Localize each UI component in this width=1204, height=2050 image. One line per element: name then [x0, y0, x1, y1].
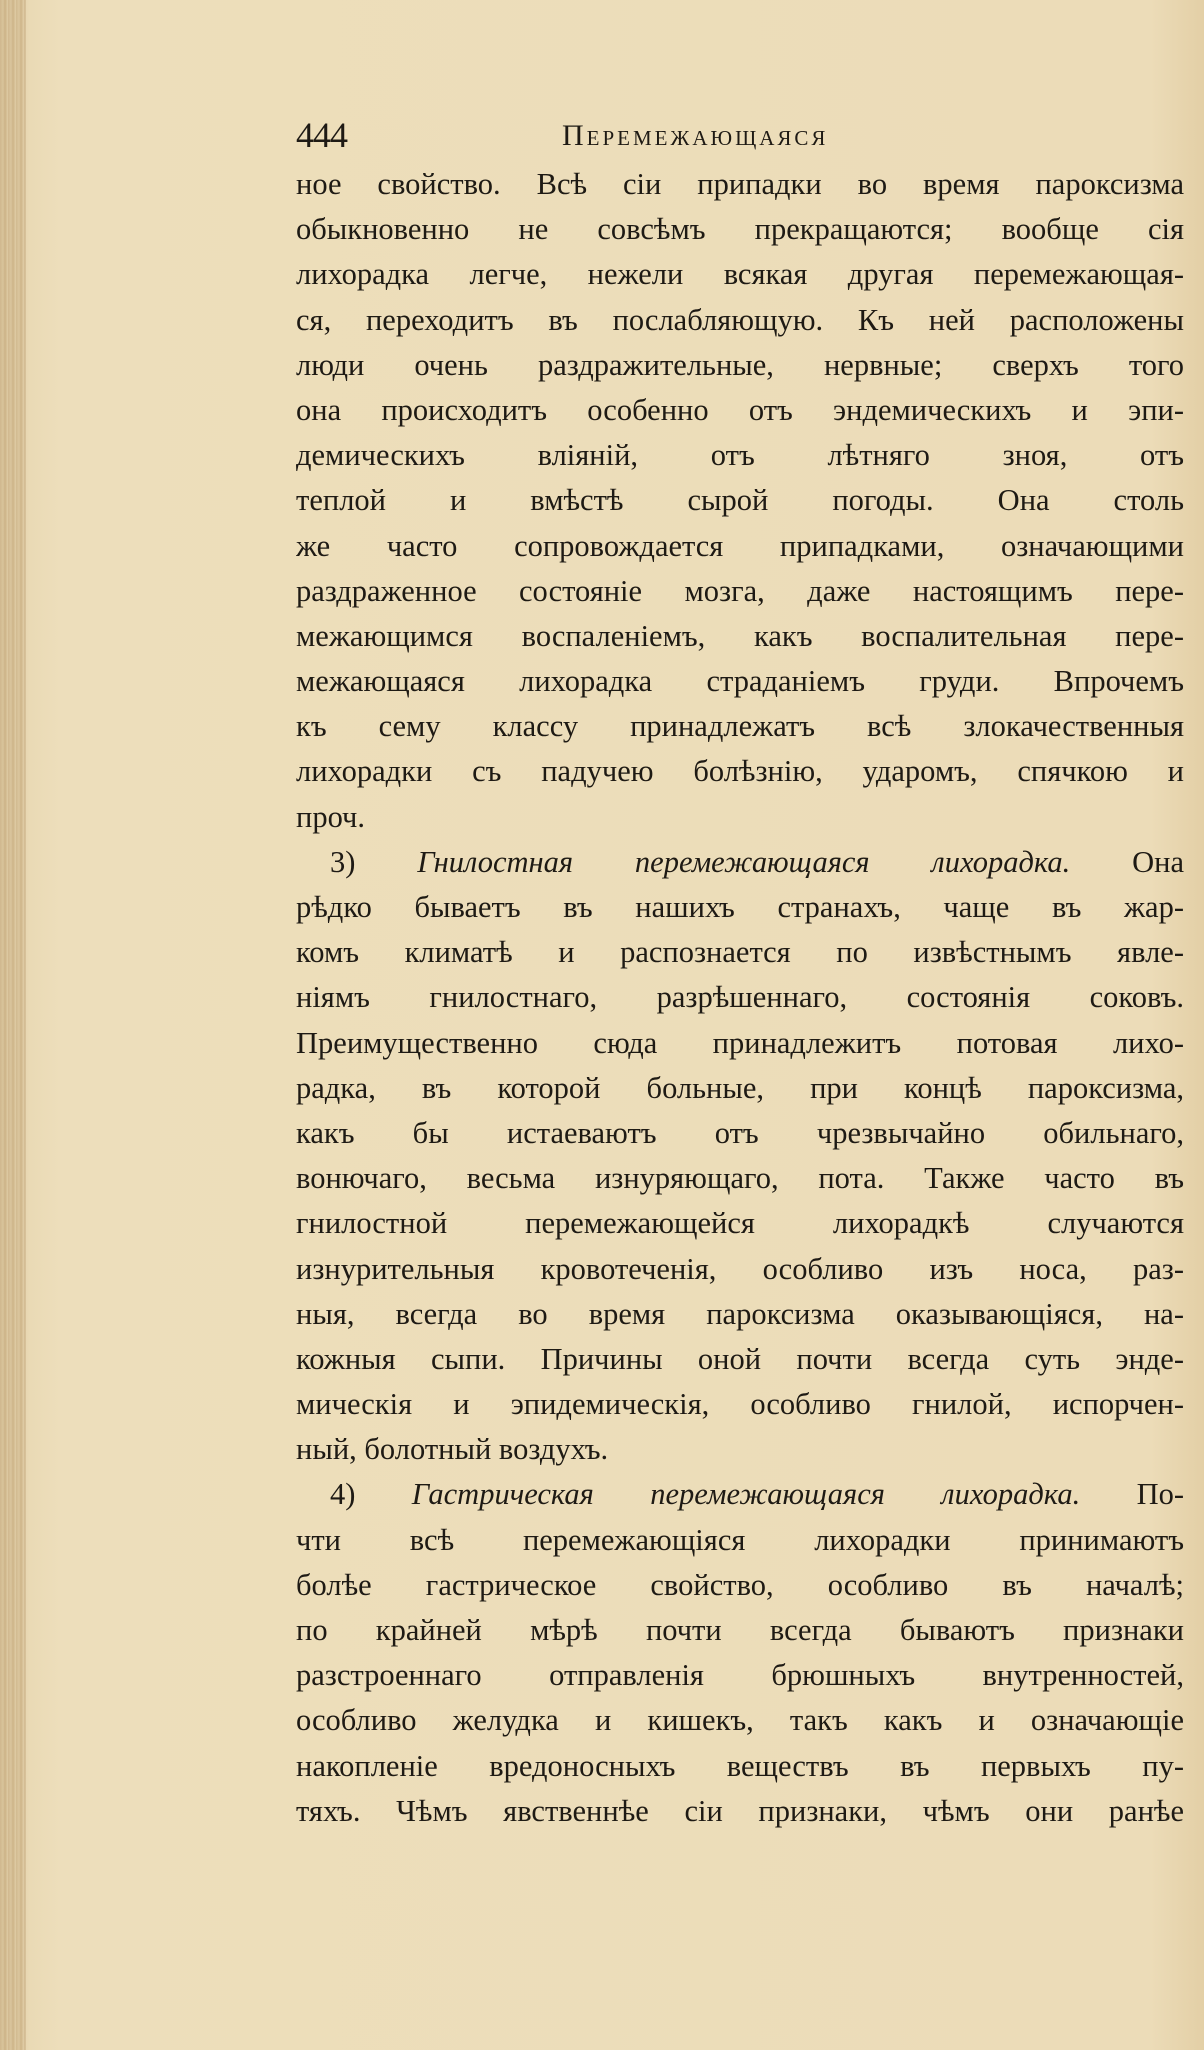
- text-line: накопленіе вредоносныхъ веществъ въ первыхъ пу-: [296, 1748, 1184, 1783]
- text-line: межающимся воспаленіемъ, какъ воспалительная пере-: [296, 618, 1184, 653]
- text-line: демическихъ вліяній, отъ лѣтняго зноя, отъ: [296, 438, 1184, 473]
- text-line: кожныя сыпи. Причины оной почти всегда суть энде-: [296, 1341, 1184, 1376]
- text-line: по крайней мѣрѣ почти всегда бываютъ признаки: [296, 1613, 1184, 1647]
- text-line: какъ бы истаеваютъ отъ чрезвычайно обильнаго,: [296, 1115, 1184, 1150]
- text-line: же часто сопровождается припадками, означающими: [296, 528, 1184, 563]
- text-line: разстроеннаго отправленія брюшныхъ внутренностей,: [296, 1658, 1184, 1693]
- text-line: ный, болотный воздухъ.: [296, 1432, 609, 1467]
- page-header: [296, 112, 1176, 158]
- text-line: къ сему классу принадлежатъ всѣ злокачественныя: [296, 709, 1184, 744]
- text-line: особливо желудка и кишекъ, такъ какъ и означающіе: [296, 1703, 1184, 1738]
- text-line: вонючаго, весьма изнуряющаго, пота. Также часто въ: [296, 1161, 1184, 1196]
- text-line: лихорадка легче, нежели всякая другая перемежающая-: [296, 257, 1184, 292]
- text-line: ніямъ гнилостнаго, разрѣшеннаго, состоянія соковъ.: [296, 980, 1184, 1015]
- section-4-title-tail: По-: [1136, 1477, 1184, 1512]
- text-line: тяхъ. Чѣмъ явственнѣе сіи признаки, чѣмъ они ранѣе: [296, 1793, 1184, 1828]
- text-line: комъ климатѣ и распознается по извѣстнымъ явле-: [296, 935, 1184, 970]
- text-line: болѣе гастрическое свойство, особливо въ началѣ;: [296, 1567, 1184, 1602]
- section-3-title: Гнилостная перемежающаяся лихорадка.: [417, 844, 1071, 879]
- section-4-number: 4): [330, 1477, 356, 1512]
- section-4-heading-line: [296, 1472, 1184, 1517]
- text-line: Преимущественно сюда принадлежитъ потовая лихо-: [296, 1025, 1184, 1060]
- text-line: ныя, всегда во время пароксизма оказывающіяся, на-: [296, 1296, 1184, 1331]
- section-3-heading-line: [296, 840, 1184, 885]
- text-line: раздраженное состояніе мозга, даже настоящимъ пере-: [296, 573, 1184, 608]
- text-line: изнурительныя кровотеченія, особливо изъ носа, раз-: [296, 1251, 1184, 1286]
- section-4-title: Гастрическая перемежающаяся лихорадка.: [411, 1477, 1081, 1512]
- text-line: ся, переходитъ въ послабляющую. Къ ней расположены: [296, 302, 1184, 337]
- text-line: радка, въ которой больные, при концѣ пароксизма,: [296, 1070, 1184, 1105]
- text-line: ное свойство. Всѣ сіи припадки во время пароксизма: [296, 167, 1184, 201]
- text-line: мическія и эпидемическія, особливо гнилой, испорчен-: [296, 1387, 1184, 1422]
- page-number: 444: [296, 115, 347, 155]
- text-line: обыкновенно не совсѣмъ прекращаются; вообще сія: [296, 212, 1184, 247]
- text-line: проч.: [296, 799, 365, 834]
- page-gutter-edge: [0, 0, 26, 2050]
- text-line: теплой и вмѣстѣ сырой погоды. Она столь: [296, 483, 1184, 518]
- text-line: лихорадки съ падучею болѣзнію, ударомъ, спячкою и: [296, 754, 1184, 789]
- text-line: рѣдко бываетъ въ нашихъ странахъ, чаще въ жар-: [296, 890, 1184, 924]
- text-line: межающаяся лихорадка страданіемъ груди. Впрочемъ: [296, 664, 1184, 699]
- text-line: чти всѣ перемежающіяся лихорадки принимаютъ: [296, 1522, 1184, 1557]
- body-text: [296, 162, 1184, 1834]
- text-line: она происходитъ особенно отъ эндемическихъ и эпи-: [296, 392, 1184, 427]
- section-3-number: 3): [330, 844, 356, 879]
- text-line: люди очень раздражительные, нервные; сверхъ того: [296, 347, 1184, 382]
- running-title: Перемежающаяся: [562, 119, 829, 152]
- text-line: гнилостной перемежающейся лихорадкѣ случаются: [296, 1206, 1184, 1241]
- section-3-title-tail: Она: [1132, 844, 1184, 879]
